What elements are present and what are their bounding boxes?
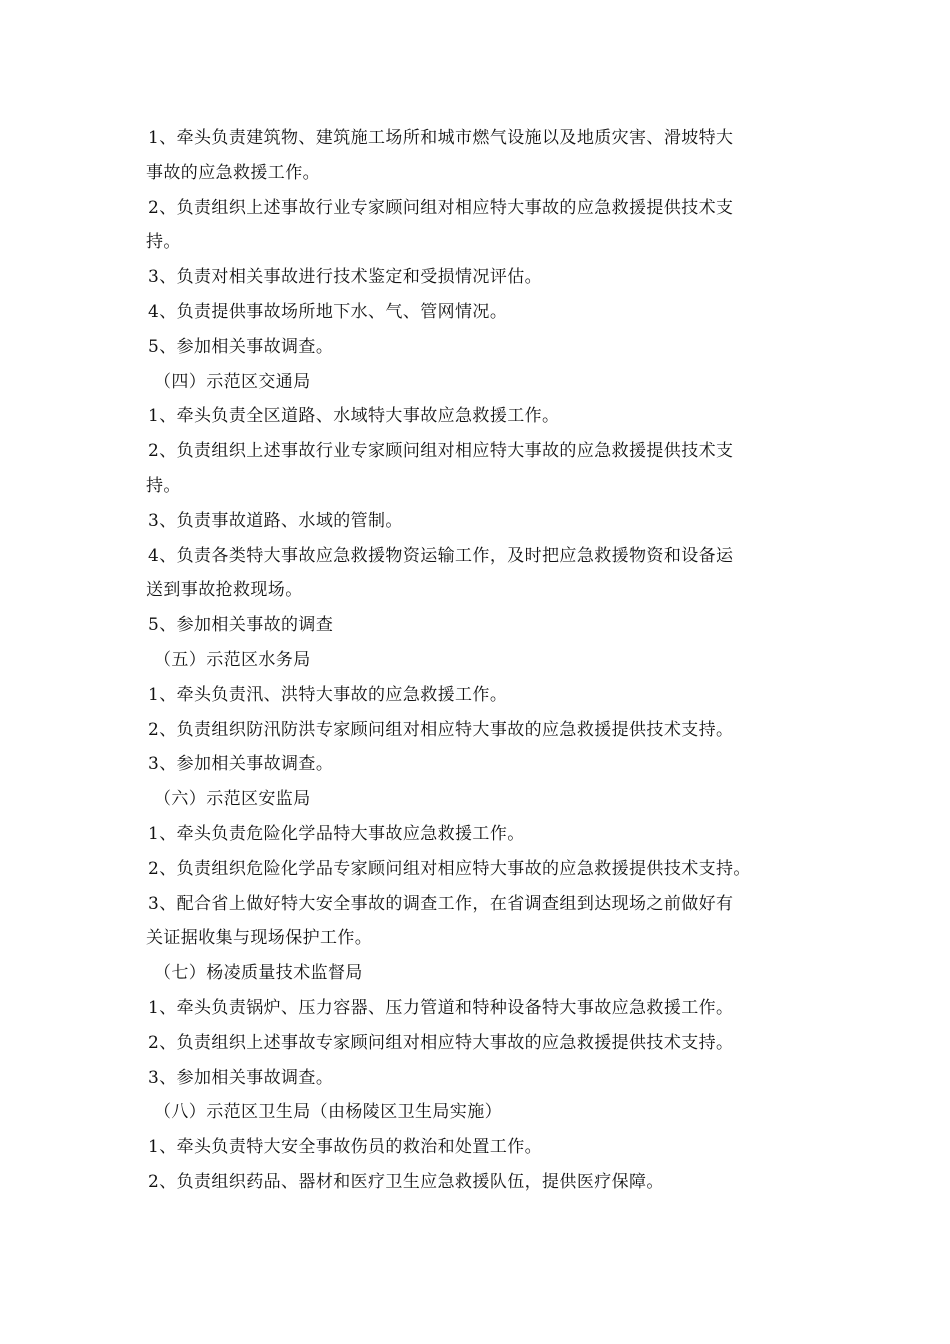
text-line: 4、负责各类特大事故应急救援物资运输工作，及时把应急救援物资和设备运 xyxy=(148,545,734,566)
text-line: 3、参加相关事故调查。 xyxy=(148,754,334,775)
text-line: 关证据收集与现场保护工作。 xyxy=(146,928,373,949)
section-heading: （四）示范区交通局 xyxy=(154,371,311,392)
text-line: 1、牵头负责汛、洪特大事故的应急救援工作。 xyxy=(148,684,508,705)
section-heading: （六）示范区安监局 xyxy=(154,789,311,810)
section-heading: （八）示范区卫生局（由杨陵区卫生局实施） xyxy=(154,1102,502,1123)
text-line: 2、负责组织上述事故行业专家顾问组对相应特大事故的应急救援提供技术支 xyxy=(148,197,734,218)
text-line: 2、负责组织危险化学品专家顾问组对相应特大事故的应急救援提供技术支持。 xyxy=(148,858,751,879)
text-line: 1、牵头负责特大安全事故伤员的救治和处置工作。 xyxy=(148,1137,543,1158)
text-line: 事故的应急救援工作。 xyxy=(146,162,320,183)
text-line: 3、负责对相关事故进行技术鉴定和受损情况评估。 xyxy=(148,267,543,288)
text-line: 2、负责组织防汛防洪专家顾问组对相应特大事故的应急救援提供技术支持。 xyxy=(148,719,734,740)
text-line: 1、牵头负责建筑物、建筑施工场所和城市燃气设施以及地质灾害、滑坡特大 xyxy=(148,128,734,148)
text-line: 3、负责事故道路、水域的管制。 xyxy=(148,510,403,531)
text-line: 持。 xyxy=(146,232,181,253)
text-line: 1、牵头负责锅炉、压力容器、压力管道和特种设备特大事故应急救援工作。 xyxy=(148,997,734,1018)
text-line: 5、参加相关事故的调查 xyxy=(148,615,334,636)
text-line: 3、配合省上做好特大安全事故的调查工作，在省调查组到达现场之前做好有 xyxy=(148,893,734,914)
text-line: 3、参加相关事故调查。 xyxy=(148,1067,334,1088)
text-line: 1、牵头负责危险化学品特大事故应急救援工作。 xyxy=(148,823,525,844)
text-line: 5、参加相关事故调查。 xyxy=(148,336,334,357)
section-heading: （五）示范区水务局 xyxy=(154,649,311,670)
text-line: 2、负责组织药品、器材和医疗卫生应急救援队伍，提供医疗保障。 xyxy=(148,1171,664,1192)
text-line: 持。 xyxy=(146,475,181,496)
text-line: 4、负责提供事故场所地下水、气、管网情况。 xyxy=(148,301,508,322)
text-line: 2、负责组织上述事故行业专家顾问组对相应特大事故的应急救援提供技术支 xyxy=(148,441,734,462)
text-line: 送到事故抢救现场。 xyxy=(146,580,303,601)
text-line: 1、牵头负责全区道路、水域特大事故应急救援工作。 xyxy=(148,406,560,427)
text-line: 2、负责组织上述事故专家顾问组对相应特大事故的应急救援提供技术支持。 xyxy=(148,1032,734,1053)
section-heading: （七）杨凌质量技术监督局 xyxy=(154,963,363,984)
